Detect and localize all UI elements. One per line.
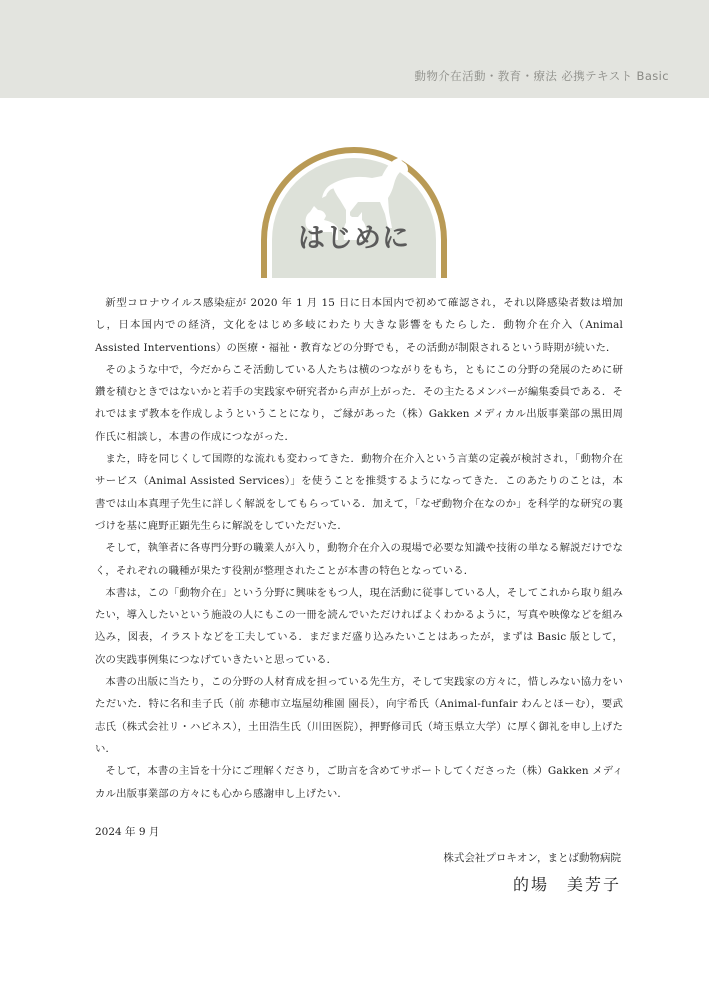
page-title: はじめに (298, 223, 410, 254)
paragraph: 本書は，この「動物介在」という分野に興味をもつ人，現在活動に従事している人，そしてこれから取り組みたい，導入したいという施設の人にもこの一冊を読んでいただければよくわかるように，写真や映像などを組み込み，図表，イラストなどを工夫している．まだまだ盛り込みたいことはあったが，まずは Basic 版として，次の実践事例集につなげていきたいと思っている． (95, 586, 623, 666)
header-band (0, 0, 709, 98)
paragraph: 新型コロナウイルス感染症が 2020 年 1 月 15 日に日本国内で初めて確認され，それ以降感染者数は増加し，日本国内での経済，文化をはじめ多岐にわたり大きな影響をもたらした．動物介在介入（Animal Assisted Interventions）の医療・福祉・教育などの分野でも，その活動が制限されるという時期が続いた． (95, 297, 623, 354)
paragraph: そして，本書の主旨を十分にご理解くださり，ご助言を含めてサポートしてくださった（株）Gakken メディカル出版事業部の方々にも心から感謝申し上げたい． (95, 765, 623, 800)
title-emblem (254, 140, 454, 278)
paragraph: そのような中で，今だからこそ活動している人たちは横のつながりをもち，ともにこの分野の発展のために研鑽を積むときではないかと若手の実践家や研究者から声が上がった．その主たるメンバーが編集委員である．それではまず教本を作成しようということになり，ご縁があった（株）Gakken メディカル出版事業部の黒田周作氏に相談し，本書の作成につながった． (95, 363, 623, 443)
author-affiliation: 株式会社プロキオン，まとば動物病院 (443, 852, 621, 864)
horse-cat-dog-icon (254, 140, 454, 278)
preface-body (95, 292, 623, 805)
book-title: 動物介在活動・教育・療法 必携テキスト Basic (414, 69, 669, 83)
paragraph: 本書の出版に当たり，この分野の人材育成を担っている先生方，そして実践家の方々に，惜しみない協力をいただいた．特に名和圭子氏（前 赤穂市立塩屋幼稚園 園長），向宇希氏（Animal-funfair わんとほーむ），要武志氏（株式会社リ・ハピネス），土田浩生氏（川田医院），押野修司氏（埼玉県立大学）に厚く御礼を申し上げたい． (95, 676, 623, 755)
paragraph: そして，執筆者に各専門分野の職業人が入り，動物介在介入の現場で必要な知識や技術の単なる解説だけでなく，それぞれの職種が果たす役割が整理されたことが本書の特色となっている． (95, 542, 623, 577)
paragraph: また，時を同じくして国際的な流れも変わってきた．動物介在介入という言葉の定義が検討され，「動物介在サービス（Animal Assisted Services）」を使うことを推奨するようになってきた．このあたりのことは，本書では山本真理子先生に詳しく解説をしてもらっている．加えて，「なぜ動物介在なのか」を科学的な研究の裏づけを基に鹿野正顕先生らに解説をしていただいた． (95, 453, 623, 532)
date: 2024 年 9 月 (95, 826, 160, 838)
author-name: 的場 美芳子 (512, 875, 621, 894)
